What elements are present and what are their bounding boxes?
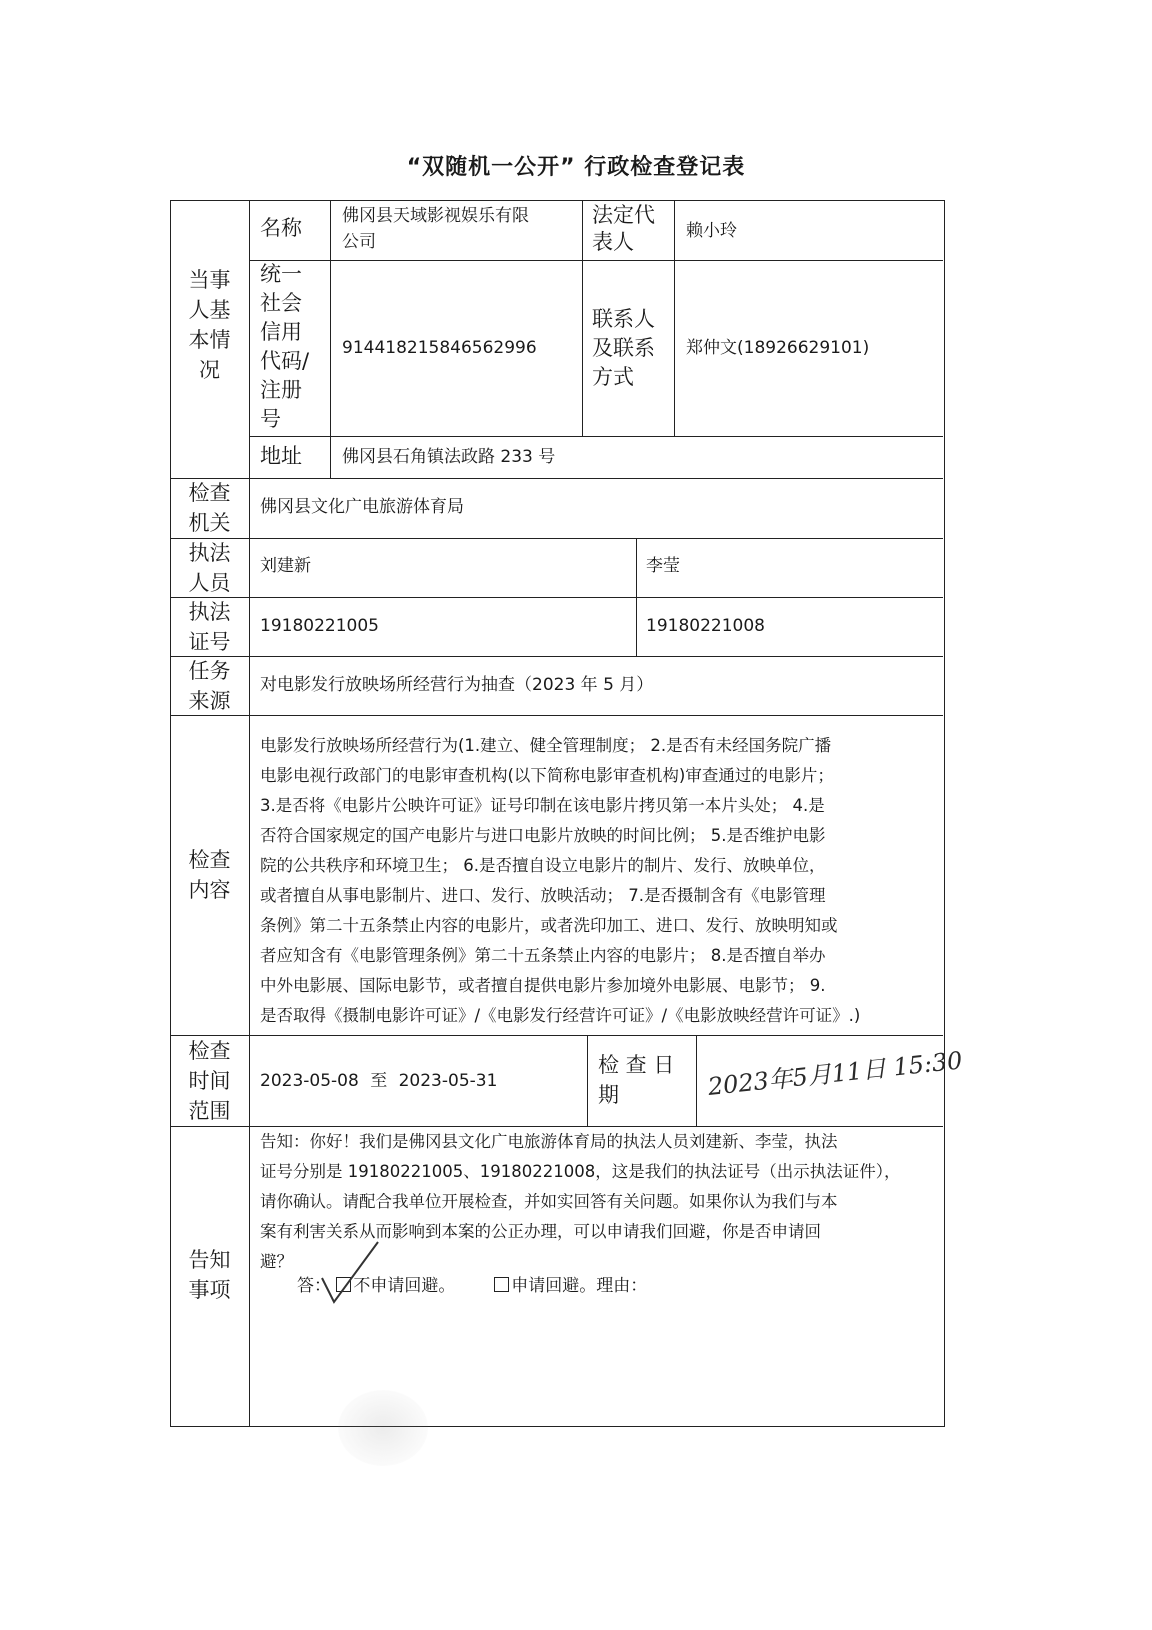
- officers-label: 执法 人员: [188, 541, 231, 595]
- col-divider: [587, 1035, 588, 1126]
- cert-1: 19180221005: [260, 616, 379, 636]
- col-divider: [330, 200, 331, 478]
- recusal-checkbox[interactable]: [494, 1277, 509, 1292]
- period-to: 至: [370, 1071, 388, 1091]
- row-divider: [170, 715, 943, 716]
- period-start: 2023-05-08: [260, 1071, 359, 1091]
- officer-1: 刘建新: [260, 556, 311, 576]
- col-divider: [696, 1035, 697, 1126]
- check-mark-icon: [318, 1238, 388, 1308]
- name-label: 名称: [260, 216, 302, 240]
- row-divider: [249, 436, 943, 437]
- row-divider: [170, 656, 943, 657]
- legal-rep-label: 法定代 表人: [592, 203, 655, 254]
- recusal-option: 申请回避。理由：: [511, 1276, 648, 1296]
- cert-2: 19180221008: [646, 616, 765, 636]
- notice-label: 告知 事项: [188, 1248, 231, 1302]
- row-divider: [170, 538, 943, 539]
- no-recusal-option: 不申请回避。: [353, 1276, 456, 1296]
- row-divider: [249, 260, 943, 261]
- certs-label: 执法 证号: [188, 600, 231, 654]
- period-end: 2023-05-31: [398, 1071, 498, 1091]
- row-divider: [170, 1035, 943, 1036]
- notice-text: 告知：你好！我们是佛冈县文化广电旅游体育局的执法人员刘建新、李莹，执法 证号分别是 19180221005、19180221008，这是我们的执法证号（出示执法证件）， 请你确认。请配合我单位开展检查，并如实回答有关问题。如果你认为我们与本 案有利害关系从而影响到本案的公正办理，可以申请我们回避，你是否申请回 避？: [260, 1132, 901, 1271]
- col-divider: [674, 200, 675, 436]
- answer-label: 答：: [297, 1276, 331, 1296]
- col-divider: [582, 200, 583, 436]
- company-name: 佛冈县天域影视娱乐有限 公司: [342, 206, 529, 252]
- period-range: [260, 1068, 497, 1095]
- inspection-date-handwritten: 2023年5月11日 15:30: [706, 1046, 964, 1101]
- address-value: 佛冈县石角镇法政路 233 号: [342, 447, 556, 467]
- legal-rep-value: 赖小玲: [686, 221, 737, 241]
- page-title: “双随机一公开” 行政检查登记表: [406, 155, 746, 180]
- credit-code-label: 统一 社会 信用 代码/ 注册 号: [260, 262, 310, 431]
- credit-code-value: 914418215846562996: [342, 338, 537, 358]
- task-value: 对电影发行放映场所经营行为抽查（2023 年 5 月）: [260, 675, 654, 695]
- inspection-content: 电影发行放映场所经营行为(1.建立、健全管理制度； 2.是否有未经国务院广播 电影电视行政部门的电影审查机构(以下简称电影审查机构)审查通过的电影片； 3.是否将《电影片公映许可证》证号印制在该电影片拷贝第一本片头处； 4.是 否符合国家规定的国产电影片与进口电影片放映的时间比例； 5.是否维护电影 院的公共秩序和环境卫生； 6.是否擅自设立电影片的制片、发行、放映单位， 或者擅自从事电影制片、进口、发行、放映活动； 7.是否摄制含有《电影管理 条例》第二十五条禁止内容的电影片，或者洗印加工、进口、发行、放映明知或 者应知含有《电影管理条例》第二十五条禁止内容的电影片； 8.是否擅自举办 中外电影展、国际电影节，或者擅自提供电影片参加境外电影展、电影节； 9. 是否取得《摄制电影许可证》/《电影发行经营许可证》/《电影放映经营许可证》.): [260, 736, 861, 1025]
- contact-label: 联系人 及联系 方式: [592, 307, 655, 389]
- row-divider: [170, 478, 943, 479]
- content-label: 检查 内容: [188, 848, 231, 902]
- task-label: 任务 来源: [188, 659, 231, 713]
- label-column-divider: [249, 200, 250, 1426]
- agency-label: 检查 机关: [188, 481, 231, 535]
- period-label: 检查 时间 范围: [188, 1039, 231, 1123]
- row-divider: [170, 597, 943, 598]
- inspection-date-label: 检 查 日 期: [598, 1053, 675, 1107]
- agency-value: 佛冈县文化广电旅游体育局: [260, 497, 464, 517]
- officer-2: 李莹: [646, 556, 680, 576]
- contact-value: 郑仲文(18926629101): [686, 338, 870, 358]
- signature-stamp: [338, 1390, 428, 1466]
- party-section-label: 当事 人基 本情 况: [188, 268, 231, 382]
- address-label: 地址: [260, 444, 302, 468]
